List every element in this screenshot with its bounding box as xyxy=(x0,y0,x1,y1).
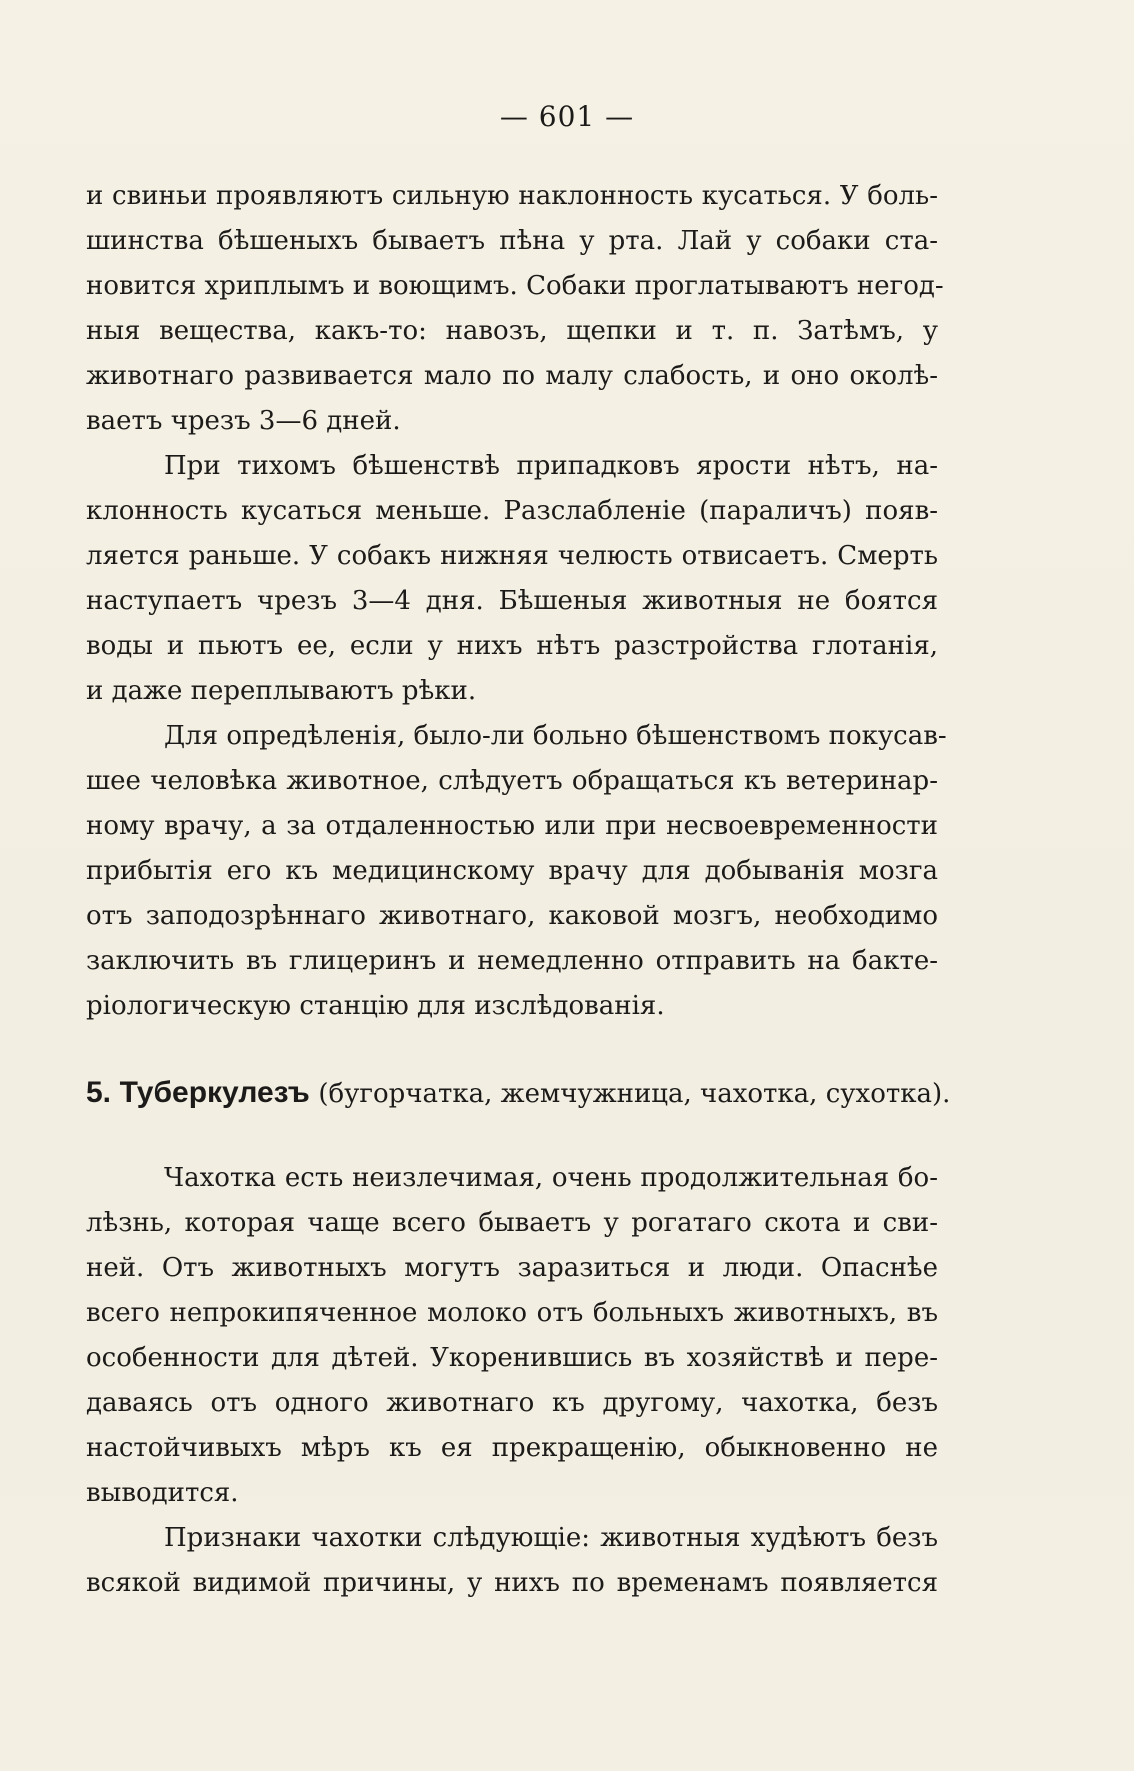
section-heading xyxy=(86,1068,951,1118)
text-line: шее человѣка животное, слѣдуетъ обращаться къ ветеринар- xyxy=(86,766,938,796)
text-line: настойчивыхъ мѣръ къ ея прекращенію, обыкновенно не xyxy=(86,1433,938,1463)
text-line: наступаетъ чрезъ 3—4 дня. Бѣшеныя животныя не боятся xyxy=(86,586,938,616)
text-line: шинства бѣшеныхъ бываетъ пѣна у рта. Лай у собаки ста- xyxy=(86,226,938,256)
section-number: 5. xyxy=(86,1076,112,1109)
text-line: особенности для дѣтей. Укоренившись въ хозяйствѣ и пере- xyxy=(86,1343,938,1373)
text-line: всего непрокипяченное молоко отъ больныхъ животныхъ, въ xyxy=(86,1298,938,1328)
text-line: лѣзнь, которая чаще всего бываетъ у рогатаго скота и сви- xyxy=(86,1208,938,1238)
paragraph-diagnosis xyxy=(86,714,947,1029)
text-line: ріологическую станцію для изслѣдованія. xyxy=(86,991,665,1021)
section-subtitle: (бугорчатка, жемчужница, чахотка, сухотка). xyxy=(318,1079,951,1109)
text-line: клонность кусаться меньше. Разслабленіе (параличъ) появ- xyxy=(86,496,938,526)
text-line: даваясь отъ одного животнаго къ другому, чахотка, безъ xyxy=(86,1388,938,1418)
text-line: и свиньи проявляютъ сильную наклонность кусаться. У боль- xyxy=(86,181,938,211)
text-line: отъ заподозрѣннаго животнаго, каковой мозгъ, необходимо xyxy=(86,901,938,931)
text-line: новится хриплымъ и воющимъ. Собаки проглатываютъ негод- xyxy=(86,271,944,301)
paragraph-rabies-signs xyxy=(86,174,944,444)
paragraph-quiet-rabies xyxy=(86,444,938,714)
text-line: ваетъ чрезъ 3—6 дней. xyxy=(86,406,401,436)
text-line: животнаго развивается мало по малу слабость, и оно околѣ- xyxy=(86,361,938,391)
section-title: Туберкулезъ xyxy=(119,1076,310,1109)
text-line: прибытія его къ медицинскому врачу для добыванія мозга xyxy=(86,856,938,886)
paragraph-tuberculosis xyxy=(86,1156,938,1516)
text-line: Признаки чахотки слѣдующіе: животныя худѣютъ безъ xyxy=(164,1523,938,1553)
text-line: Для опредѣленія, было-ли больно бѣшенствомъ покусав- xyxy=(164,721,947,751)
text-line: ныя вещества, какъ-то: навозъ, щепки и т. п. Затѣмъ, у xyxy=(86,316,938,346)
text-line: ней. Отъ животныхъ могутъ заразиться и люди. Опаснѣе xyxy=(86,1253,938,1283)
text-line: воды и пьютъ ее, если у нихъ нѣтъ разстройства глотанія, xyxy=(86,631,938,661)
text-line: и даже переплываютъ рѣки. xyxy=(86,676,477,706)
text-line: Чахотка есть неизлечимая, очень продолжительная бо- xyxy=(164,1163,938,1193)
paragraph-signs xyxy=(86,1516,938,1606)
page-number: — 601 — xyxy=(499,100,635,133)
text-line: ляется раньше. У собакъ нижняя челюсть отвисаетъ. Смерть xyxy=(86,541,938,571)
text-line: ному врачу, а за отдаленностью или при несвоевременности xyxy=(86,811,938,841)
text-line: При тихомъ бѣшенствѣ припадковъ ярости нѣтъ, на- xyxy=(164,451,938,481)
text-line: всякой видимой причины, у нихъ по временамъ появляется xyxy=(86,1568,938,1598)
text-line: выводится. xyxy=(86,1478,239,1508)
text-line: заключить въ глицеринъ и немедленно отправить на бакте- xyxy=(86,946,938,976)
